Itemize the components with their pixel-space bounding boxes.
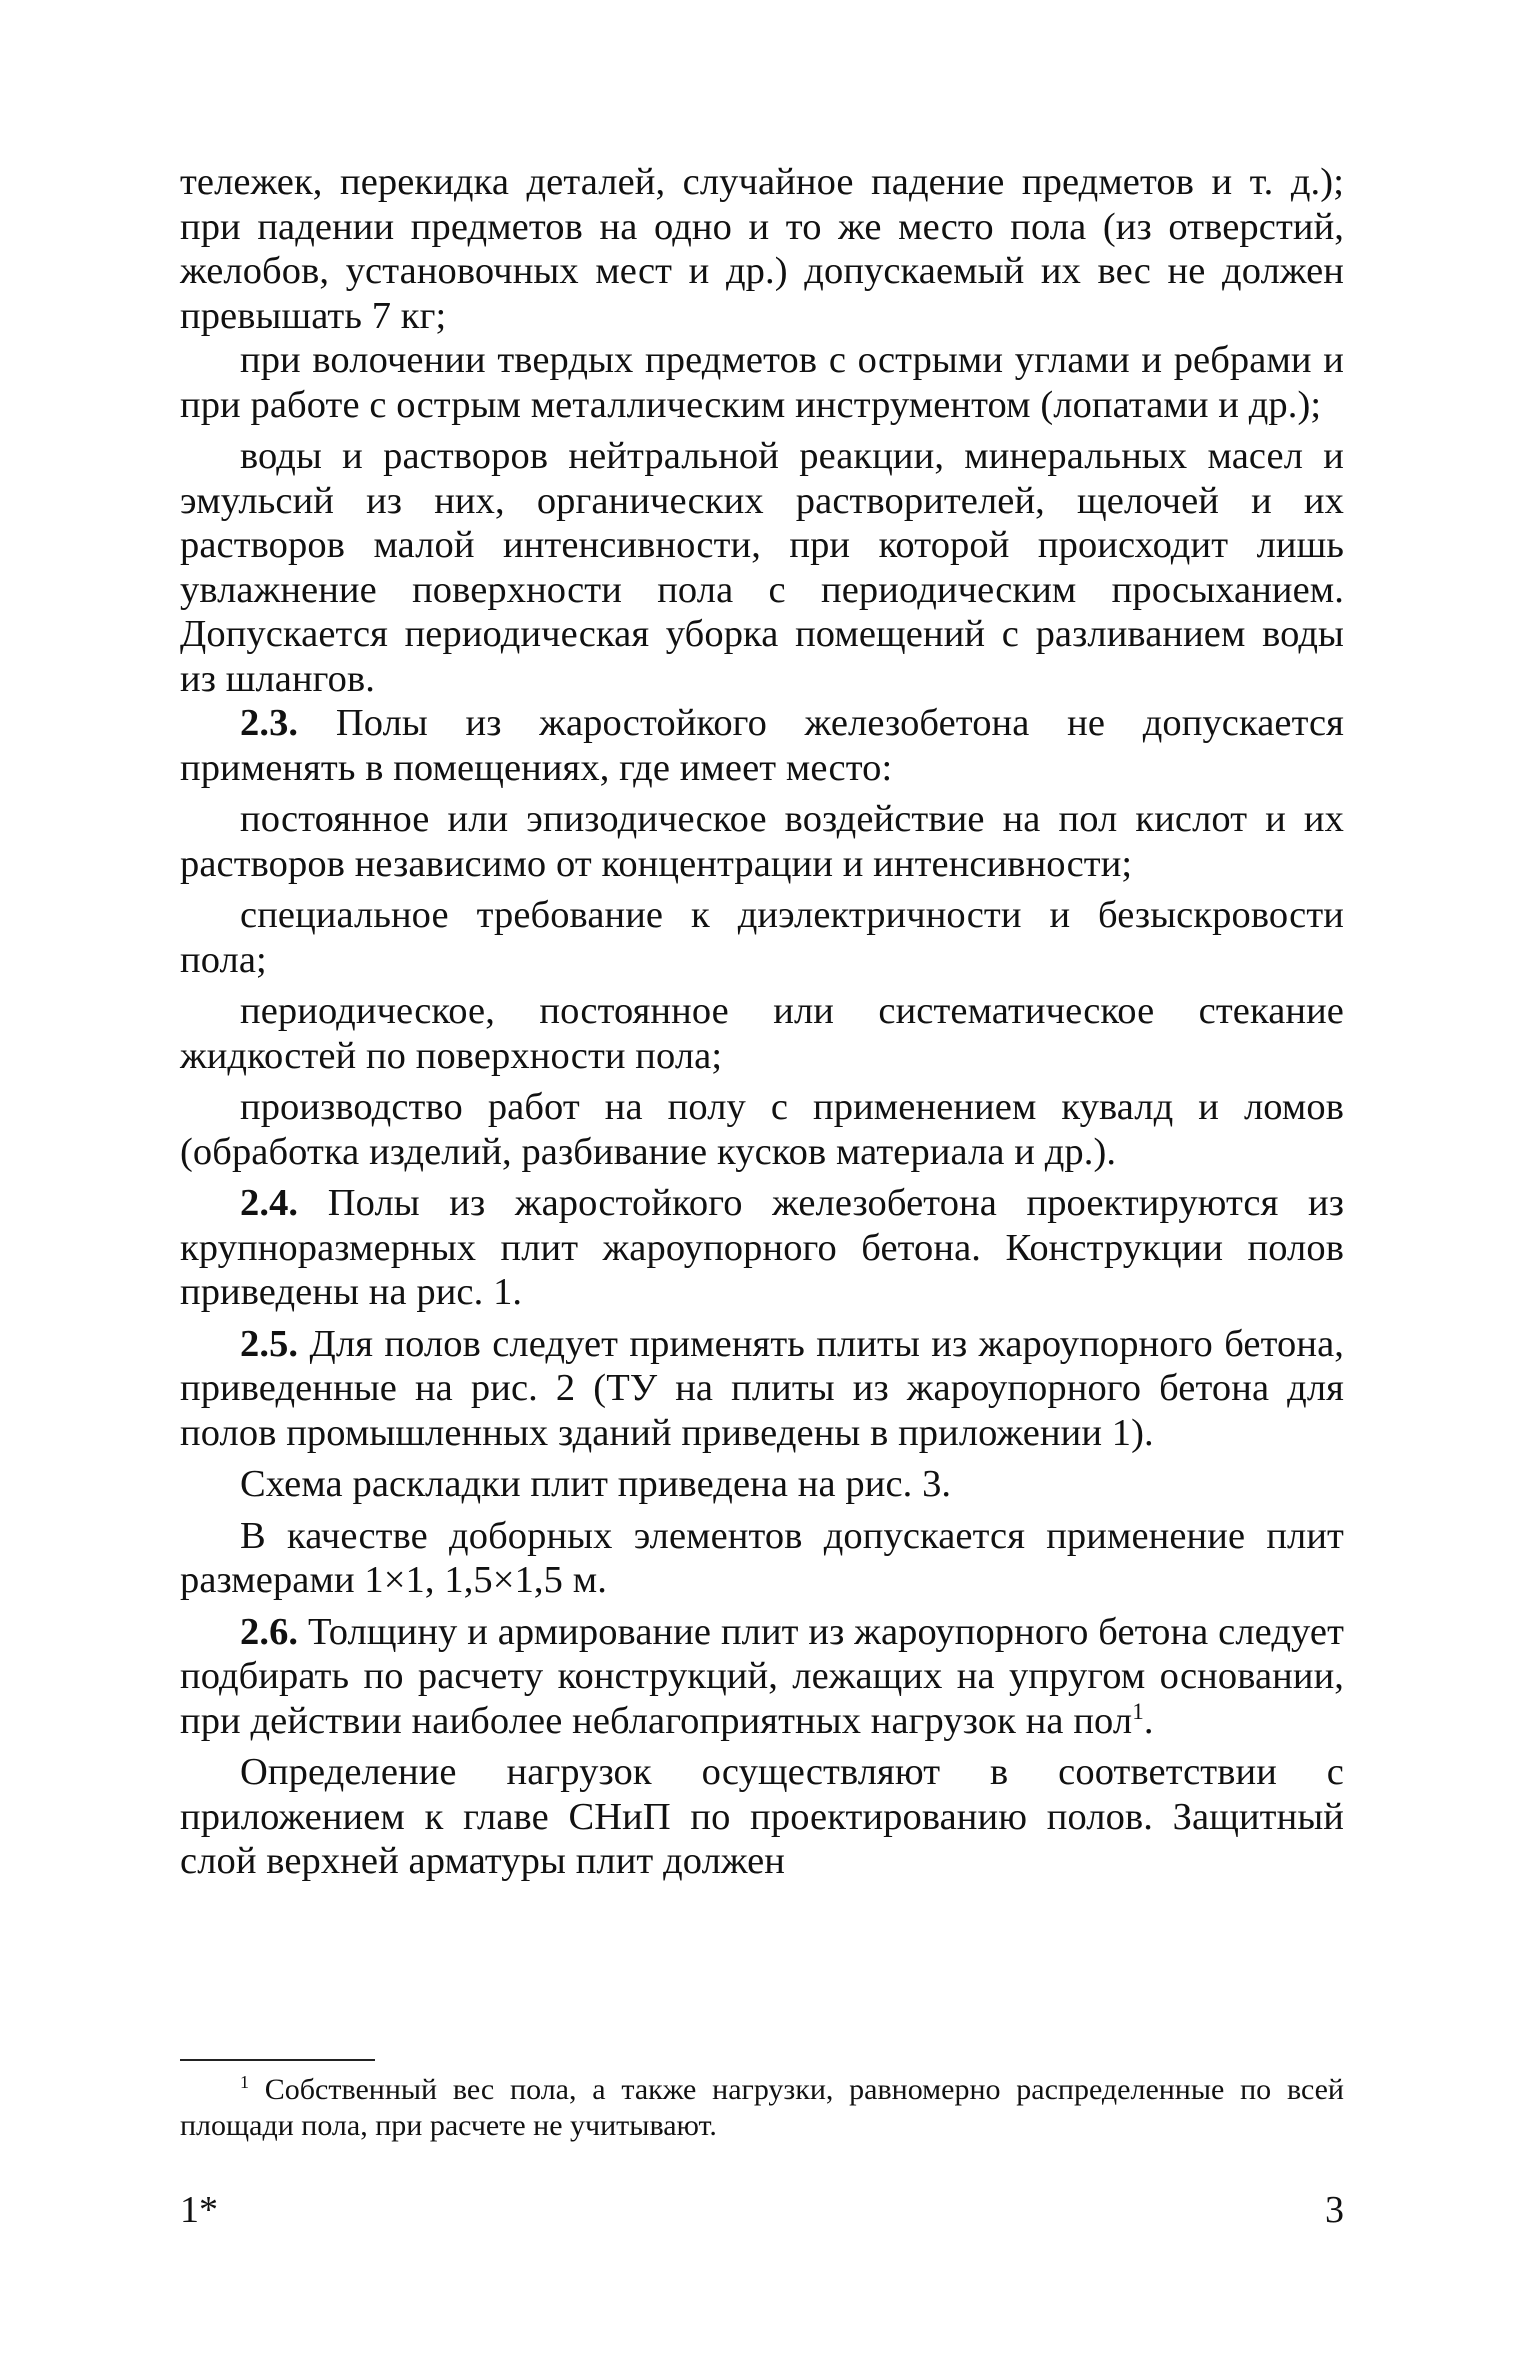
paragraph: тележек, перекидка деталей, случайное падение предметов и т. д.); при падении предметов на одно и то же место пола (из отверстий, желобов, установочных мест и др.) допускаемый их вес не должен превышать 7 кг; bbox=[180, 161, 1344, 337]
paragraph: Определение нагрузок осуществляют в соответствии с приложением к главе СНиП по проектированию полов. Защитный слой верхней арматуры плит должен bbox=[180, 1751, 1344, 1882]
paragraph-section-2-6: 2.6. Толщину и армирование плит из жароупорного бетона следует подбирать по расчету конструкций, лежащих на упругом основании, при действии наиболее неблагоприятных нагрузок на пол$^1$. bbox=[180, 1610, 1344, 1742]
paragraph: периодическое, постоянное или систематическое стекание жидкостей по поверхности пола; bbox=[180, 990, 1344, 1077]
paragraph: В качестве доборных элементов допускается применение плит размерами 1×1, 1,5×1,5 м. bbox=[180, 1514, 1344, 1601]
paragraph: при волочении твердых предметов с острыми углами и ребрами и при работе с острым металлическим инструментом (лопатами и др.); bbox=[180, 339, 1344, 426]
paragraph-section-2-4 bbox=[180, 1181, 1344, 1315]
paragraph-section-2-5 bbox=[180, 1322, 1344, 1456]
signature-mark: 1* bbox=[180, 2189, 218, 2231]
section-number: 2.4. bbox=[240, 1182, 299, 1224]
section-text: Толщину и армирование плит из жароупорного бетона следует подбирать по расчету конструкций, лежащих на упругом основании, при действии наиболее неблагоприятных нагрузок на пол bbox=[180, 1610, 1344, 1742]
section-text: Полы из жаростойкого железобетона проектируются из крупноразмерных плит жароупорного бетона. Конструкции полов приведены на рис. 1. bbox=[180, 1182, 1344, 1313]
paragraph: постоянное или эпизодическое воздействие на пол кислот и их растворов независимо от концентрации и интенсивности; bbox=[180, 798, 1344, 885]
section-text: Для полов следует применять плиты из жароупорного бетона, приведенные на рис. 2 (ТУ на плиты из жароупорного бетона для полов промышленных зданий приведены в приложении 1). bbox=[180, 1322, 1344, 1454]
paragraph: Схема раскладки плит приведена на рис. 3. bbox=[240, 1463, 952, 1505]
footnote-text: Собственный вес пола, а также нагрузки, равномерно распределенные по всей площади пола, при расчете не учитывают. bbox=[180, 2073, 1344, 2142]
section-number: 2.5. bbox=[240, 1322, 299, 1365]
page-number: 3 bbox=[1325, 2189, 1344, 2231]
paragraph: воды и растворов нейтральной реакции, минеральных масел и эмульсий из них, органических растворителей, щелочей и их растворов малой интенсивности, при которой происходит лишь увлажнение поверхности пола с периодическим просыханием. Допускается периодическая уборка помещений с разливанием воды из шлангов. bbox=[180, 435, 1344, 700]
paragraph: специальное требование к диэлектричности и безыскровости пола; bbox=[180, 894, 1344, 981]
section-number: 2.3. bbox=[240, 702, 299, 744]
footnote-reference[interactable]: 1 bbox=[1132, 1697, 1144, 1724]
footnote bbox=[180, 2072, 1344, 2144]
footnote-divider bbox=[180, 2059, 375, 2061]
section-text: Полы из жаростойкого железобетона не допускается применять в помещениях, где имеет место: bbox=[180, 702, 1344, 789]
footnote-mark: 1 bbox=[240, 2072, 249, 2092]
paragraph-section-2-3 bbox=[180, 701, 1344, 790]
paragraph: производство работ на полу с применением кувалд и ломов (обработка изделий, разбивание кусков материала и др.). bbox=[180, 1086, 1344, 1173]
section-number: 2.6. bbox=[240, 1610, 299, 1653]
page-body bbox=[180, 160, 1344, 1884]
